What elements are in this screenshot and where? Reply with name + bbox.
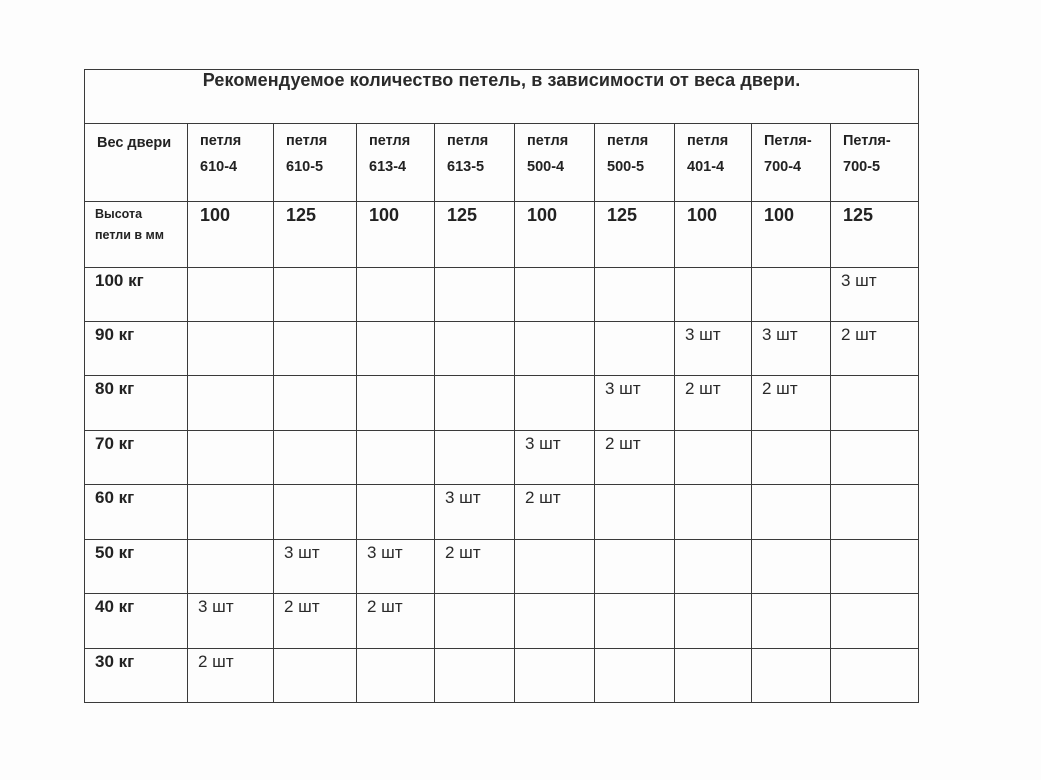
hinge-quantity-cell	[188, 376, 274, 430]
hinge-header-cell	[595, 124, 675, 202]
hinge-quantity-cell	[435, 430, 515, 484]
hinge-quantity: 2 шт	[367, 597, 403, 617]
door-weight-label: 100 кг	[95, 270, 144, 290]
weight-row	[85, 539, 919, 593]
hinge-quantity-cell	[831, 539, 919, 593]
hinge-quantity: 2 шт	[525, 488, 561, 508]
hinge-quantity-cell	[675, 594, 752, 648]
hinge-height-cell	[675, 202, 752, 268]
hinge-quantity-cell	[515, 321, 595, 375]
hinge-header-cell	[274, 124, 357, 202]
hinge-name: петля 610-5	[286, 133, 328, 176]
hinge-height-value: 100	[369, 205, 400, 226]
hinge-header-cell	[357, 124, 435, 202]
hinge-quantity-cell	[188, 430, 274, 484]
hinge-quantity-cell	[675, 648, 752, 703]
hinge-quantity-cell	[357, 376, 435, 430]
hinge-header-cell	[831, 124, 919, 202]
hinge-quantity-cell	[357, 430, 435, 484]
hinge-quantity: 3 шт	[367, 542, 403, 562]
hinge-header-cell	[675, 124, 752, 202]
hinge-quantity: 2 шт	[685, 379, 721, 399]
door-weight-label: 30 кг	[95, 651, 135, 671]
hinge-quantity-cell	[831, 485, 919, 539]
hinge-height-cell	[515, 202, 595, 268]
weight-row	[85, 485, 919, 539]
header-row	[85, 124, 919, 202]
weight-cell	[85, 321, 188, 375]
hinge-quantity-cell	[435, 539, 515, 593]
hinge-header-cell	[515, 124, 595, 202]
hinge-quantity-cell	[752, 321, 831, 375]
hinge-height-row	[85, 202, 919, 268]
hinge-quantity-cell	[274, 485, 357, 539]
weight-row	[85, 376, 919, 430]
hinge-quantity: 3 шт	[605, 379, 641, 399]
hinge-quantity-cell	[357, 321, 435, 375]
hinge-quantity: 2 шт	[762, 379, 798, 399]
hinge-quantity-cell	[274, 321, 357, 375]
hinge-quantity-cell	[831, 267, 919, 321]
hinge-quantity-cell	[435, 485, 515, 539]
weight-row	[85, 430, 919, 484]
hinge-quantity-cell	[357, 539, 435, 593]
hinge-quantity-cell	[274, 648, 357, 703]
hinge-quantity-cell	[752, 594, 831, 648]
hinge-quantity-cell	[357, 648, 435, 703]
hinge-name: Петля- 700-4	[764, 133, 812, 176]
door-weight-label: 60 кг	[95, 488, 135, 508]
hinge-recommendation-table	[84, 69, 919, 703]
hinge-quantity-cell	[752, 430, 831, 484]
hinge-quantity-cell	[435, 648, 515, 703]
hinge-quantity-cell	[274, 267, 357, 321]
hinge-name: петля 500-4	[527, 133, 569, 176]
hinge-quantity-cell	[675, 430, 752, 484]
hinge-quantity-cell	[595, 485, 675, 539]
hinge-quantity-cell	[274, 539, 357, 593]
hinge-quantity-cell	[595, 376, 675, 430]
hinge-quantity-cell	[831, 430, 919, 484]
hinge-height-value: 125	[607, 205, 638, 226]
hinge-quantity-cell	[595, 321, 675, 375]
hinge-quantity-cell	[831, 376, 919, 430]
hinge-quantity-cell	[188, 648, 274, 703]
weight-row	[85, 321, 919, 375]
hinge-name: петля 500-5	[607, 133, 649, 176]
weight-row	[85, 594, 919, 648]
door-weight-label: 40 кг	[95, 597, 135, 617]
hinge-quantity-cell	[274, 594, 357, 648]
hinge-quantity-cell	[752, 376, 831, 430]
hinge-quantity-cell	[515, 267, 595, 321]
hinge-quantity-cell	[831, 594, 919, 648]
weight-cell	[85, 594, 188, 648]
hinge-quantity-cell	[435, 376, 515, 430]
hinge-height-value: 100	[687, 205, 718, 226]
hinge-height-cell	[357, 202, 435, 268]
weight-column-header-label: Вес двери	[97, 135, 172, 152]
hinge-quantity: 3 шт	[198, 597, 234, 617]
hinge-quantity-cell	[595, 539, 675, 593]
hinge-height-cell	[435, 202, 515, 268]
hinge-name: петля 401-4	[687, 133, 729, 176]
hinge-height-cell	[274, 202, 357, 268]
hinge-quantity-cell	[435, 321, 515, 375]
weight-cell	[85, 430, 188, 484]
hinge-quantity: 3 шт	[284, 542, 320, 562]
hinge-quantity-cell	[515, 648, 595, 703]
door-weight-label: 70 кг	[95, 433, 135, 453]
hinge-quantity-cell	[675, 539, 752, 593]
hinge-name: Петля- 700-5	[843, 133, 891, 176]
hinge-quantity-cell	[435, 267, 515, 321]
hinge-name: петля 613-5	[447, 133, 489, 176]
door-weight-label: 50 кг	[95, 542, 135, 562]
hinge-height-value: 125	[843, 205, 874, 226]
hinge-quantity: 2 шт	[841, 324, 877, 344]
hinge-quantity-cell	[515, 594, 595, 648]
hinge-name: петля 610-4	[200, 133, 242, 176]
hinge-quantity-cell	[675, 485, 752, 539]
weight-row	[85, 267, 919, 321]
hinge-name: петля 613-4	[369, 133, 411, 176]
hinge-height-value: 100	[200, 205, 231, 226]
hinge-quantity: 3 шт	[762, 324, 798, 344]
hinge-quantity-cell	[831, 648, 919, 703]
hinge-height-value: 100	[527, 205, 558, 226]
hinge-header-cell	[188, 124, 274, 202]
hinge-quantity-cell	[188, 321, 274, 375]
hinge-height-cell	[831, 202, 919, 268]
weight-cell	[85, 648, 188, 703]
hinge-quantity: 2 шт	[284, 597, 320, 617]
hinge-quantity: 2 шт	[198, 651, 234, 671]
hinge-height-value: 125	[286, 205, 317, 226]
hinge-quantity-cell	[595, 430, 675, 484]
height-row-header	[85, 202, 188, 268]
hinge-quantity: 3 шт	[685, 324, 721, 344]
hinge-quantity-cell	[675, 376, 752, 430]
hinge-quantity-cell	[188, 267, 274, 321]
hinge-quantity-cell	[188, 539, 274, 593]
hinge-quantity-cell	[752, 539, 831, 593]
hinge-quantity-cell	[595, 648, 675, 703]
hinge-quantity-cell	[435, 594, 515, 648]
hinge-quantity-cell	[515, 539, 595, 593]
hinge-quantity-cell	[752, 648, 831, 703]
hinge-quantity-cell	[515, 485, 595, 539]
weight-cell	[85, 376, 188, 430]
hinge-quantity: 3 шт	[841, 270, 877, 290]
hinge-quantity-cell	[752, 485, 831, 539]
hinge-quantity: 3 шт	[445, 488, 481, 508]
hinge-quantity-cell	[274, 430, 357, 484]
weight-column-header	[85, 124, 188, 202]
hinge-quantity-cell	[675, 321, 752, 375]
door-weight-label: 80 кг	[95, 379, 135, 399]
hinge-quantity: 3 шт	[525, 433, 561, 453]
hinge-quantity-cell	[515, 430, 595, 484]
hinge-header-cell	[752, 124, 831, 202]
hinge-height-value: 100	[764, 205, 795, 226]
title-row	[85, 70, 919, 124]
hinge-quantity-cell	[595, 267, 675, 321]
hinge-height-cell	[595, 202, 675, 268]
door-weight-label: 90 кг	[95, 324, 135, 344]
hinge-quantity-cell	[675, 267, 752, 321]
hinge-quantity-cell	[831, 321, 919, 375]
weight-cell	[85, 539, 188, 593]
weight-cell	[85, 485, 188, 539]
weight-row	[85, 648, 919, 703]
height-row-label: Высота петли в мм	[95, 207, 165, 243]
hinge-quantity-cell	[515, 376, 595, 430]
hinge-height-cell	[188, 202, 274, 268]
hinge-quantity-cell	[188, 485, 274, 539]
hinge-quantity-cell	[752, 267, 831, 321]
hinge-quantity-cell	[188, 594, 274, 648]
hinge-header-cell	[435, 124, 515, 202]
hinge-quantity-cell	[357, 594, 435, 648]
hinge-height-value: 125	[447, 205, 478, 226]
hinge-quantity-cell	[274, 376, 357, 430]
hinge-quantity-cell	[595, 594, 675, 648]
hinge-quantity-cell	[357, 485, 435, 539]
hinge-quantity: 2 шт	[445, 542, 481, 562]
table-title: Рекомендуемое количество петель, в зависимости от веса двери.	[85, 70, 919, 124]
hinge-quantity-cell	[357, 267, 435, 321]
hinge-quantity: 2 шт	[605, 433, 641, 453]
hinge-height-cell	[752, 202, 831, 268]
weight-cell	[85, 267, 188, 321]
